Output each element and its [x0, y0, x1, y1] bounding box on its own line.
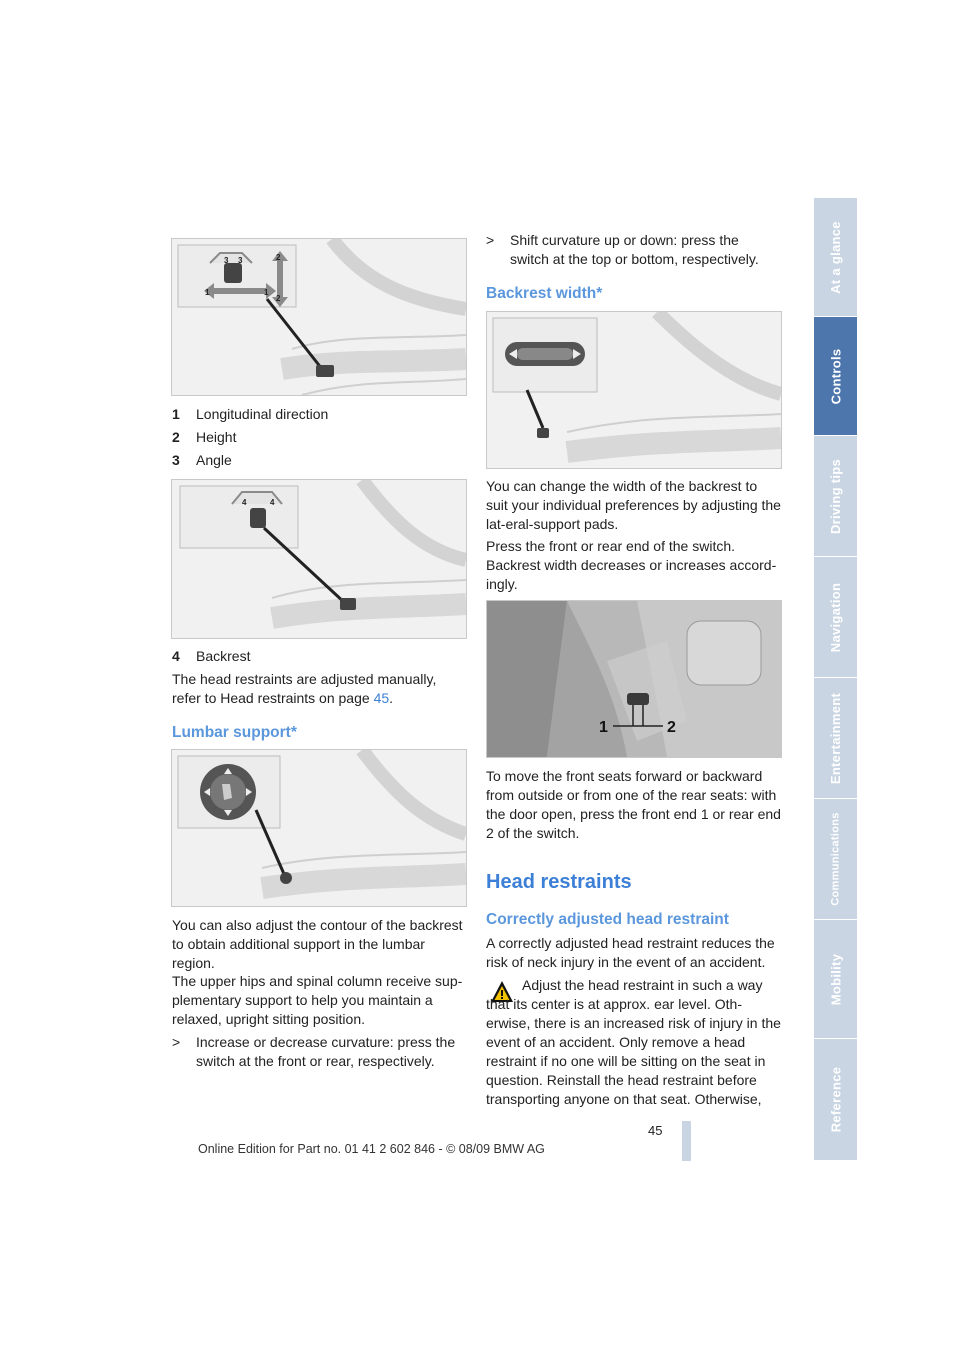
figure-label: 1 — [599, 719, 608, 736]
correct-head-restraint-paragraph: A correctly adjusted head restraint reduces the risk of neck injury in the event of an accident. — [486, 935, 775, 970]
tab-driving-tips[interactable] — [814, 436, 857, 557]
lumbar-bullet-2: > Shift curvature up or down: press the switch at the top or bottom, respectively. — [486, 232, 759, 267]
tab-label: At a glance — [828, 220, 843, 294]
lumbar-paragraph-2: The upper hips and spinal column receive sup-plementary support to help you maintain a relaxed, upright sitting position. — [172, 973, 463, 1027]
tab-at-a-glance[interactable] — [814, 198, 857, 317]
seat-adjustment-figure — [171, 238, 467, 396]
figure-label: 3 — [238, 256, 243, 265]
figure-label: 3 — [224, 256, 229, 265]
backrest-width-heading: Backrest width* — [486, 285, 603, 302]
move-seats-paragraph: To move the front seats forward or backward from outside or from one of the rear seats: with the door open, press the front end 1 or rear end 2 of the switch. — [486, 768, 781, 841]
footer-text: Online Edition for Part no. 01 41 2 602 846 - © 08/09 BMW AG — [198, 1142, 545, 1156]
tab-mobility[interactable] — [814, 920, 857, 1039]
backrest-paragraph-1: You can change the width of the backrest to suit your individual preferences by adjusting the lat-eral-support pads. — [486, 478, 781, 532]
correct-head-restraint-heading: Correctly adjusted head restraint — [486, 911, 729, 928]
figure-label: 4 — [270, 498, 275, 507]
page-reference-link[interactable]: 45 — [373, 690, 390, 706]
tab-label: Communications — [829, 812, 842, 906]
lumbar-switch-figure — [171, 749, 467, 907]
tab-label: Mobility — [828, 953, 844, 1005]
figure-label: 2 — [667, 719, 676, 736]
backrest-width-figure — [486, 311, 782, 469]
figure-label: 1 — [264, 288, 269, 297]
tab-label: Controls — [828, 348, 843, 404]
tab-label: Navigation — [828, 582, 843, 652]
tab-navigation[interactable] — [814, 557, 857, 678]
page-marker — [682, 1121, 691, 1161]
chapter-sidebar — [814, 198, 857, 1160]
backrest-paragraph-2: Press the front or rear end of the switch. Backrest width decreases or increases accord-ingly. — [486, 538, 777, 592]
tab-label: Entertainment — [828, 692, 843, 784]
tab-entertainment[interactable] — [814, 678, 857, 799]
tab-communications[interactable] — [814, 799, 857, 920]
list-item: 4 Backrest — [172, 648, 251, 664]
figure-label: 2 — [276, 253, 281, 262]
tab-controls[interactable] — [814, 317, 857, 436]
figure-label: 4 — [242, 498, 247, 507]
lumbar-bullet-1: > Increase or decrease curvature: press the switch at the front or rear, respectively. — [172, 1034, 456, 1069]
figure-label: 2 — [276, 294, 281, 303]
tab-label: Reference — [828, 1066, 844, 1133]
lumbar-paragraph-1: You can also adjust the contour of the backrest to obtain additional support in the lumbar region. — [172, 917, 463, 971]
head-restraint-note: The head restraints are adjusted manually, refer to Head restraints on page 45. — [172, 671, 437, 706]
seat-move-switch-figure — [486, 600, 782, 758]
list-item: 3 Angle — [172, 452, 232, 468]
lumbar-heading: Lumbar support* — [172, 724, 297, 741]
tab-label: Driving tips — [828, 458, 844, 534]
warning-text: Adjust the head restraint in such a way that its center is at approx. ear level. Oth-erwise, there is an increased risk of injury in the event of an accident. Only remove a head restraint if no one will be sitting on the seat in question. Reinstall the head restraint before transporting anyone on that seat. Otherwise, — [486, 977, 781, 1107]
figure-label: 1 — [205, 288, 210, 297]
page-number: 45 — [648, 1123, 663, 1138]
list-item: 2 Height — [172, 429, 237, 445]
head-restraints-heading: Head restraints — [486, 871, 632, 893]
list-item: 1 Longitudinal direction — [172, 406, 329, 422]
backrest-switch-figure — [171, 479, 467, 639]
tab-reference[interactable] — [814, 1039, 857, 1160]
